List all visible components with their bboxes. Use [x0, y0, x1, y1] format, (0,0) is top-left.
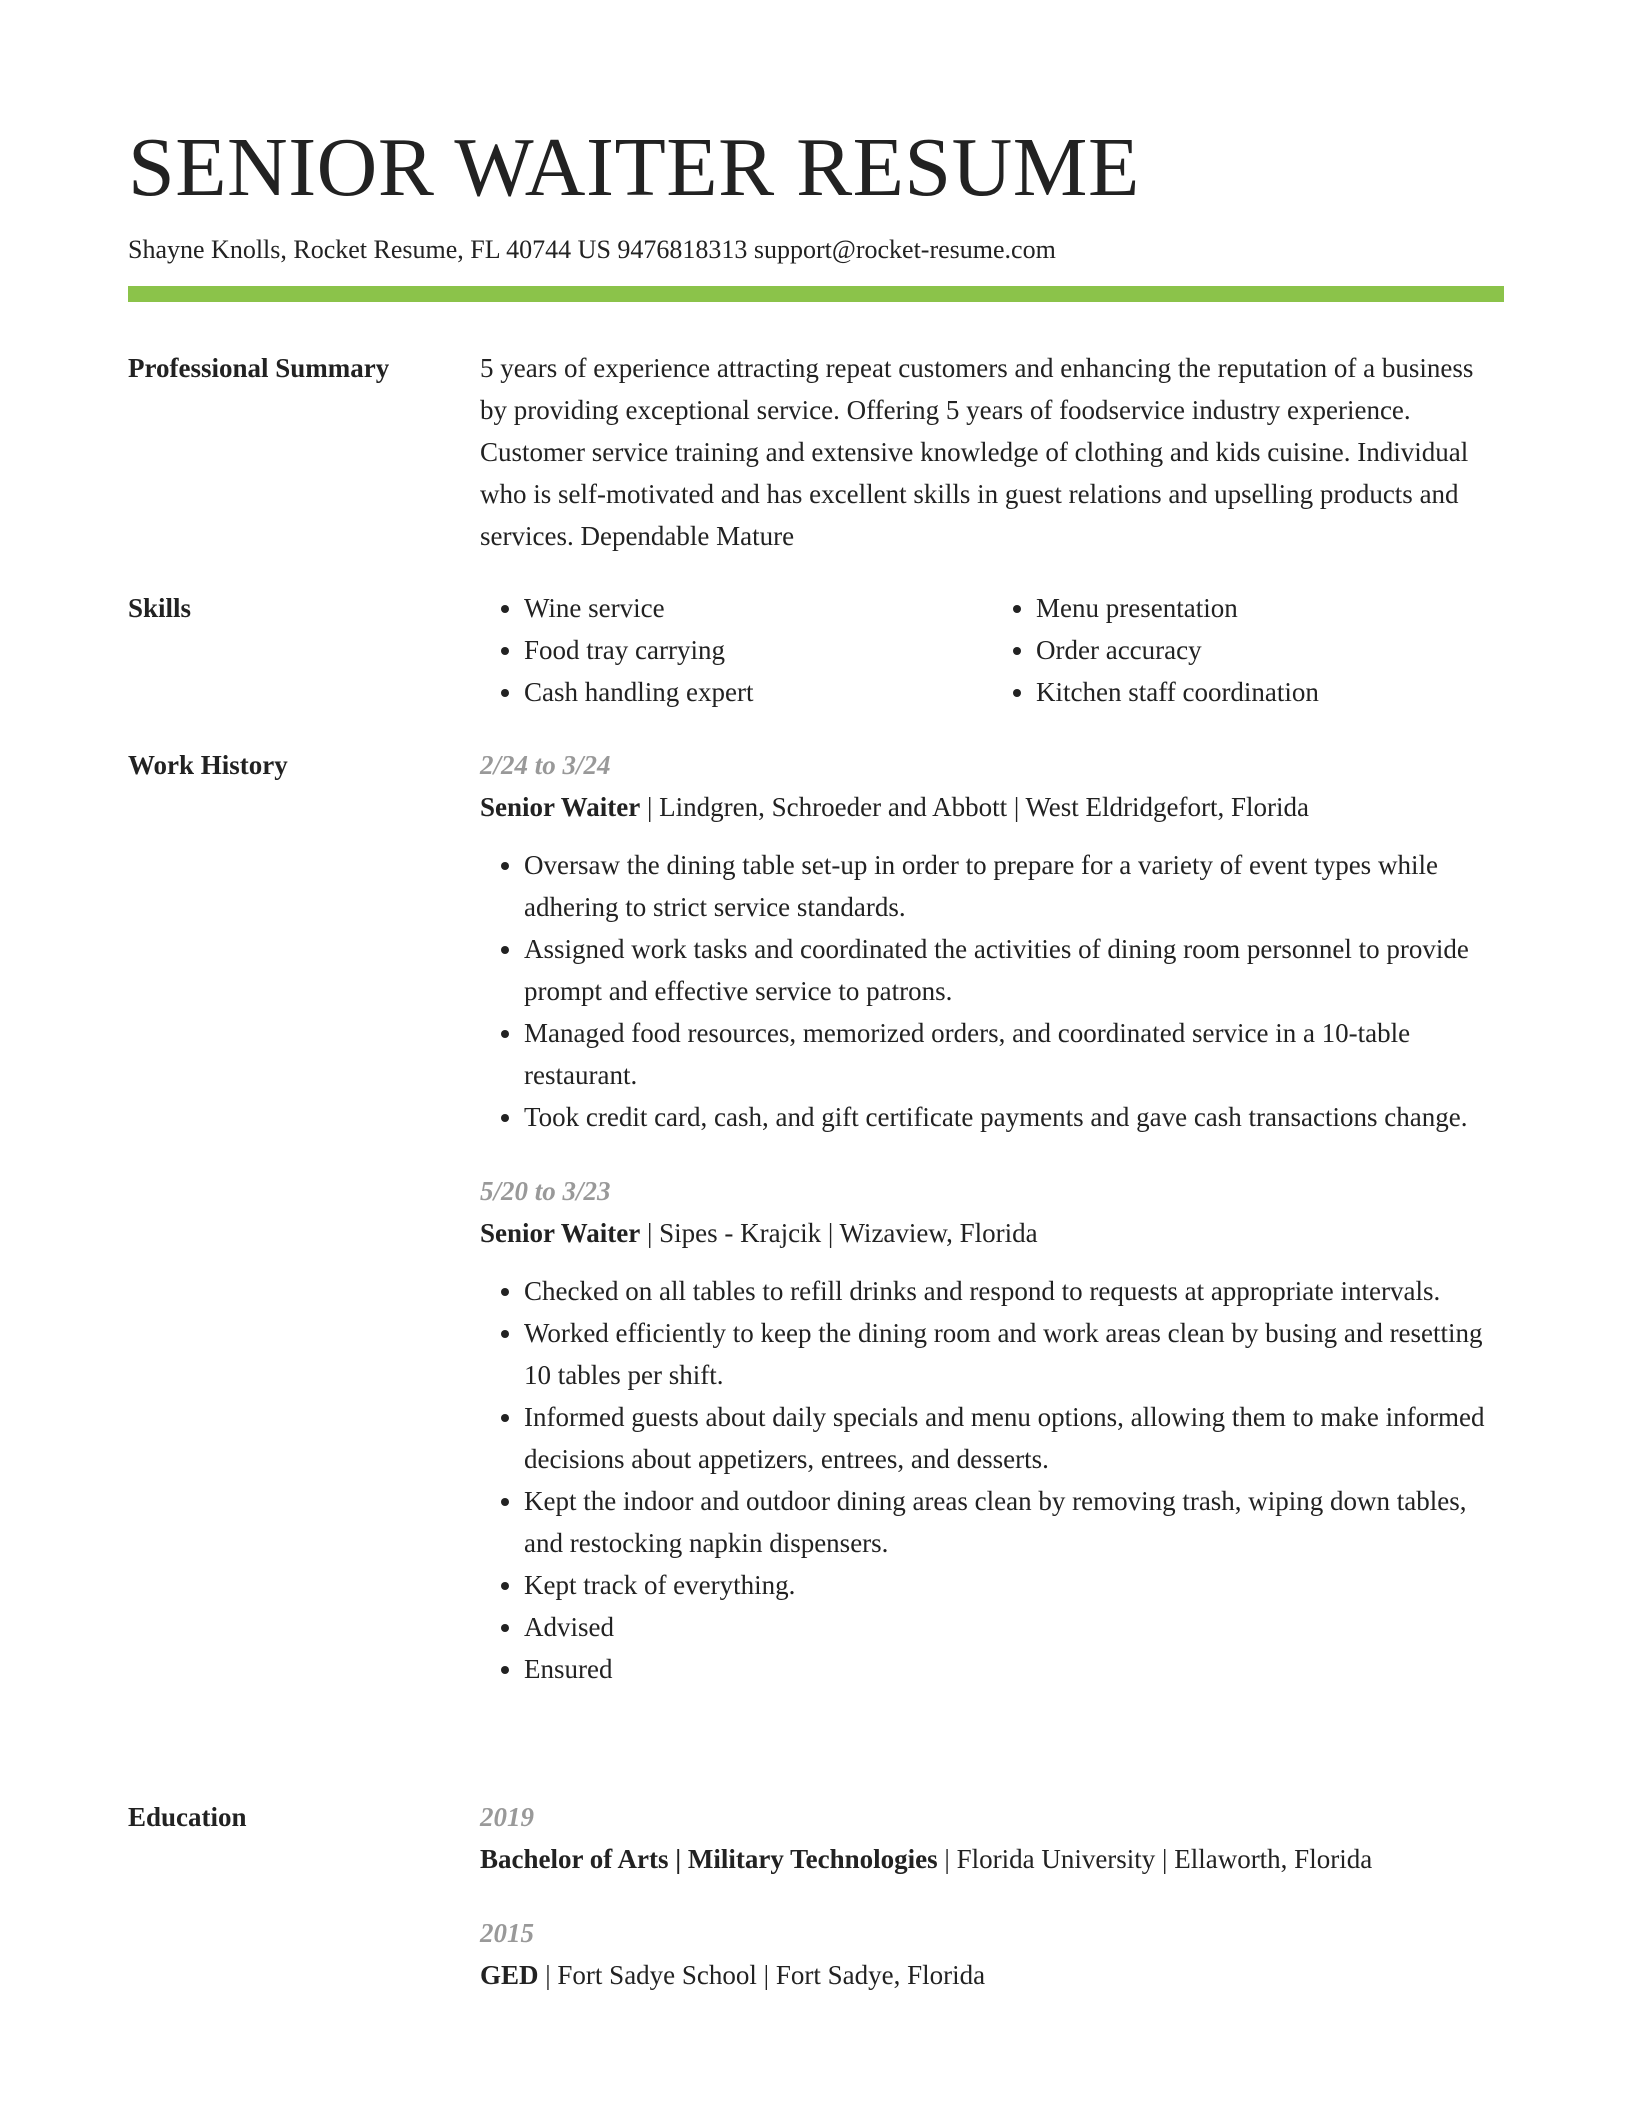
job-dates: 5/20 to 3/23	[480, 1176, 611, 1206]
skill-item: • Order accuracy	[1036, 629, 1504, 671]
job-dates: 2/24 to 3/24	[480, 750, 611, 780]
job-bullet: • Ensured	[524, 1648, 1504, 1690]
skill-item: • Menu presentation	[1036, 587, 1504, 629]
education-line	[480, 1838, 1504, 1880]
work-history-heading: Work History	[128, 750, 288, 780]
skill-item: • Cash handling expert	[524, 671, 992, 713]
education-line	[480, 1954, 1504, 1996]
job-bullets	[480, 1270, 1504, 1690]
contact-line: Shayne Knolls, Rocket Resume, FL 40744 US 9476818313 support@rocket-resume.com	[128, 235, 1056, 264]
job-details: | Lindgren, Schroeder and Abbott | West Eldridgefort, Florida	[640, 792, 1310, 822]
job-bullet: • Checked on all tables to refill drinks and respond to requests at appropriate intervals.	[524, 1270, 1504, 1312]
summary-heading: Professional Summary	[128, 353, 390, 383]
job-bullets	[480, 844, 1504, 1138]
job-bullet: • Kept track of everything.	[524, 1564, 1504, 1606]
education-degree: GED	[480, 1960, 539, 1990]
skill-item: • Wine service	[524, 587, 992, 629]
skill-item: • Kitchen staff coordination	[1036, 671, 1504, 713]
job-bullet: • Took credit card, cash, and gift certificate payments and gave cash transactions change.	[524, 1096, 1504, 1138]
job-bullet: • Informed guests about daily specials and menu options, allowing them to make informed decisions about appetizers, entrees, and desserts.	[524, 1396, 1504, 1480]
education-entry	[480, 1796, 1504, 1880]
accent-divider	[128, 286, 1504, 302]
education-entry	[480, 1912, 1504, 1996]
job-role-line	[480, 786, 1504, 828]
job-bullet: • Assigned work tasks and coordinated the activities of dining room personnel to provide prompt and effective service to patrons.	[524, 928, 1504, 1012]
education-degree: Bachelor of Arts | Military Technologies	[480, 1844, 938, 1874]
job-title: Senior Waiter	[480, 792, 641, 822]
skills-heading: Skills	[128, 593, 192, 623]
skills-list-left	[480, 587, 992, 713]
job-title: Senior Waiter	[480, 1218, 641, 1248]
job-bullet: • Oversaw the dining table set-up in order to prepare for a variety of event types while adhering to strict service standards.	[524, 844, 1504, 928]
job-role-line	[480, 1212, 1504, 1254]
skills-list-right	[992, 587, 1504, 713]
job-bullet: • Managed food resources, memorized orders, and coordinated service in a 10-table restaurant.	[524, 1012, 1504, 1096]
skill-item: • Food tray carrying	[524, 629, 992, 671]
job-bullet: • Kept the indoor and outdoor dining areas clean by removing trash, wiping down tables, and restocking napkin dispensers.	[524, 1480, 1504, 1564]
education-year: 2019	[480, 1802, 534, 1832]
education-heading: Education	[128, 1802, 247, 1832]
job-entry	[480, 1170, 1504, 1690]
job-bullet: • Advised	[524, 1606, 1504, 1648]
job-details: | Sipes - Krajcik | Wizaview, Florida	[640, 1218, 1038, 1248]
job-bullet: • Worked efficiently to keep the dining room and work areas clean by busing and resetting 10 tables per shift.	[524, 1312, 1504, 1396]
summary-text: 5 years of experience attracting repeat customers and enhancing the reputation of a business by providing exceptional service. Offering 5 years of foodservice industry experience. Customer service training and extensive knowledge of clothing and kids cuisine. Individual who is self-motivated and has excellent skills in guest relations and upselling products and services. Dependable Mature	[480, 353, 1474, 551]
education-details: | Florida University | Ellaworth, Florida	[937, 1844, 1373, 1874]
resume-title: SENIOR WAITER RESUME	[128, 121, 1140, 214]
education-details: | Fort Sadye School | Fort Sadye, Florida	[538, 1960, 986, 1990]
job-entry	[480, 744, 1504, 1138]
education-year: 2015	[480, 1918, 534, 1948]
